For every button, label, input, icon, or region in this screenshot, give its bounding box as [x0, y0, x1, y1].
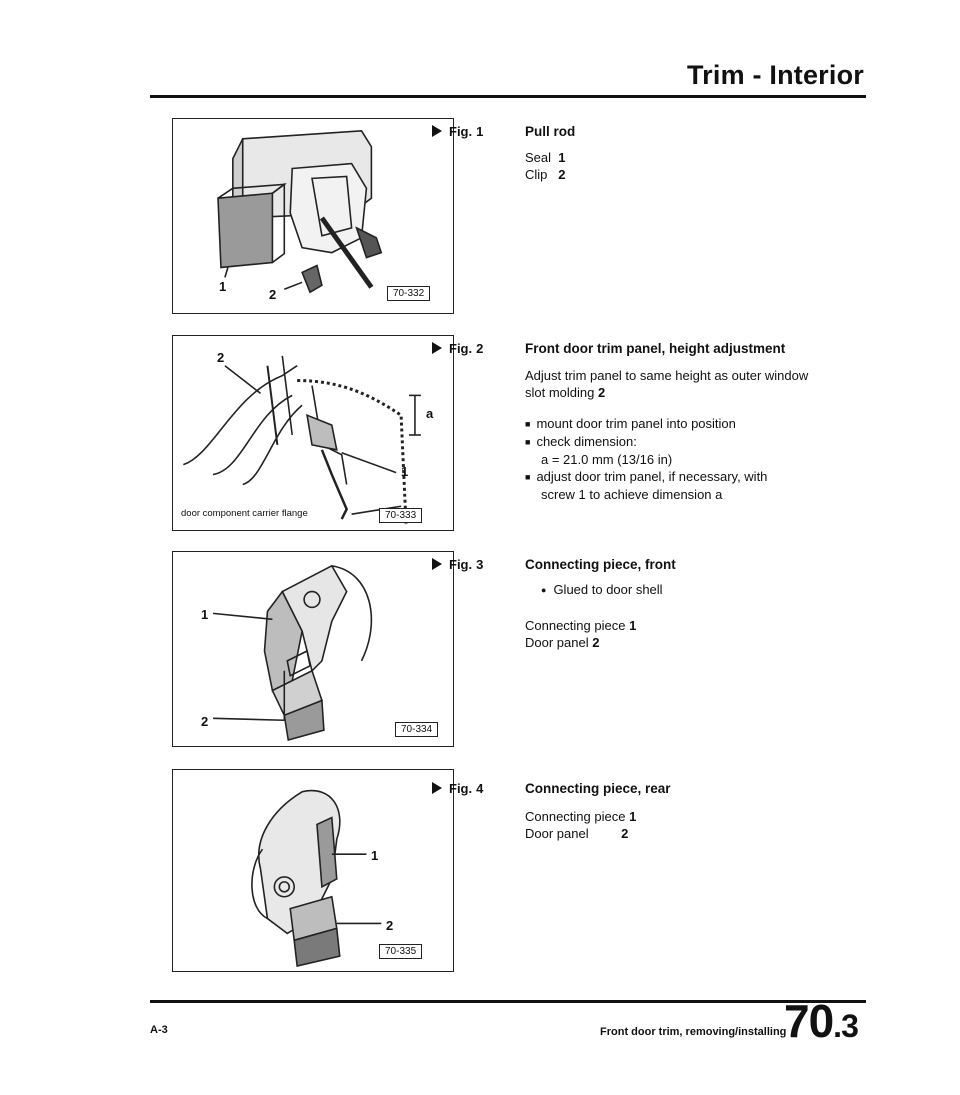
list-item: Connecting piece 1	[525, 809, 637, 824]
footer-section-title: Front door trim, removing/installing	[600, 1026, 787, 1038]
list-item: Clip 2	[525, 167, 566, 182]
figure-3-note: ● Glued to door shell	[525, 581, 663, 599]
figure-3-details	[525, 581, 663, 651]
figure-1-image-tag: 70-332	[387, 286, 430, 301]
list-item: ■ mount door trim panel into position	[525, 415, 825, 433]
list-item: Door panel 2	[525, 635, 600, 650]
figure-1-reference: Fig. 1	[432, 124, 483, 139]
figure-3-reference: Fig. 3	[432, 557, 483, 572]
figure-2-callout-1: 1	[401, 464, 409, 479]
figure-1-callout-2: 2	[269, 287, 277, 302]
figure-3-image-tag: 70-334	[395, 722, 438, 737]
connecting-piece-rear-illustration	[173, 770, 453, 971]
pointer-arrow-icon	[432, 782, 442, 794]
figure-2-intro: Adjust trim panel to same height as outer window slot molding 2	[525, 368, 809, 400]
figure-1-image	[172, 118, 454, 314]
list-item: Connecting piece 1	[525, 618, 637, 633]
figure-1-callout-1: 1	[219, 279, 227, 294]
header-rule	[150, 95, 866, 98]
list-item: screw 1 to achieve dimension a	[541, 487, 723, 502]
figure-2-callout-2: 2	[217, 350, 225, 365]
figure-3-image	[172, 551, 454, 747]
list-item: ■ adjust door trim panel, if necessary, with	[525, 468, 825, 486]
figure-2-image-tag: 70-333	[379, 508, 422, 523]
figure-2-instructions	[525, 367, 825, 503]
footer-page-number: 70.3	[784, 995, 858, 1047]
list-item: ■ check dimension:	[525, 433, 825, 451]
pointer-arrow-icon	[432, 342, 442, 354]
list-item: a = 21.0 mm (13/16 in)	[541, 452, 673, 467]
pointer-arrow-icon	[432, 125, 442, 137]
figure-2-reference: Fig. 2	[432, 341, 483, 356]
figure-3-callout-2: 2	[201, 714, 209, 729]
figure-3-callout-1: 1	[201, 607, 209, 622]
page-header-title: Trim - Interior	[686, 60, 864, 90]
figure-4-image-tag: 70-335	[379, 944, 422, 959]
figure-3-title: Connecting piece, front	[525, 557, 676, 572]
pointer-arrow-icon	[432, 558, 442, 570]
figure-4-reference: Fig. 4	[432, 781, 483, 796]
list-item: Seal 1	[525, 150, 566, 165]
footer-page-code: A-3	[150, 1024, 168, 1036]
figure-4-callout-1: 1	[371, 848, 379, 863]
figure-2-title: Front door trim panel, height adjustment	[525, 341, 786, 356]
figure-4-parts-list	[525, 808, 636, 842]
pull-rod-illustration	[173, 119, 453, 313]
figure-1-parts-list	[525, 149, 566, 183]
figure-4-title: Connecting piece, rear	[525, 781, 671, 796]
door-trim-height-illustration	[173, 336, 453, 530]
connecting-piece-front-illustration	[173, 552, 453, 746]
figure-2-callout-a: a	[426, 406, 434, 421]
footer-rule	[150, 1000, 866, 1003]
figure-1-title: Pull rod	[525, 124, 576, 139]
list-item: Door panel 2	[525, 826, 629, 841]
figure-4-callout-2: 2	[386, 918, 394, 933]
figure-2-flange-label: door component carrier flange	[181, 508, 308, 519]
figure-4-image	[172, 769, 454, 972]
figure-2-image	[172, 335, 454, 531]
